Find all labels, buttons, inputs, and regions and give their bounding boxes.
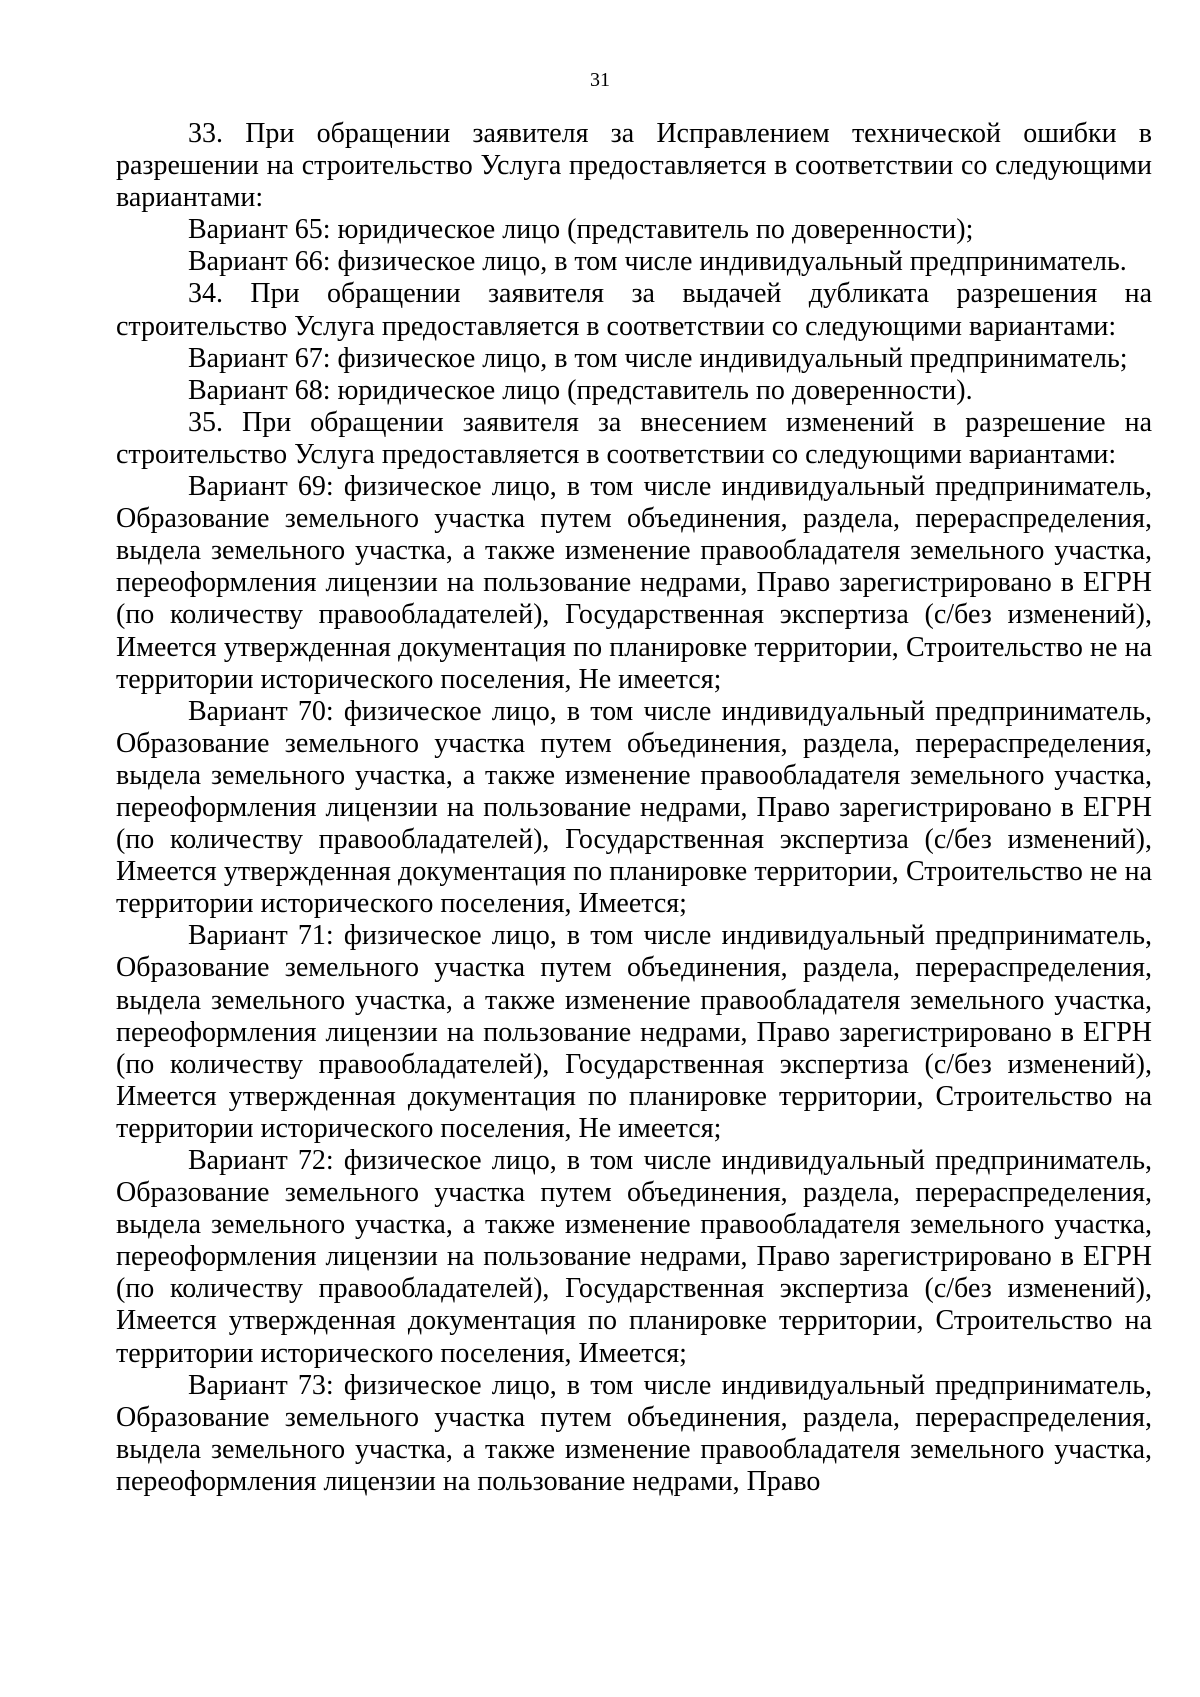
paragraph-33: 33. При обращении заявителя за Исправлением технической ошибки в разрешении на строительство Услуга предоставляется в соответствии со следующими вариантами: bbox=[116, 118, 1152, 214]
variant-68: Вариант 68: юридическое лицо (представитель по доверенности). bbox=[188, 374, 973, 406]
paragraph-35: 35. При обращении заявителя за внесением изменений в разрешение на строительство Услуга предоставляется в соответствии со следующими вариантами: bbox=[116, 406, 1152, 470]
variant-70: Вариант 70: физическое лицо, в том числе индивидуальный предприниматель, Образование земельного участка путем объединения, раздела, перераспределения, выдела земельного участка, а также изменение правообладателя земельного участка, переоформления лицензии на пользование недрами, Право зарегистрировано в ЕГРН (по количеству правообладателей), Государственная экспертиза (с/без изменений), Имеется утвержденная документация по планировке территории, Строительство не на территории исторического поселения, Имеется; bbox=[116, 695, 1152, 920]
variant-66: Вариант 66: физическое лицо, в том числе индивидуальный предприниматель. bbox=[188, 246, 1127, 278]
variant-71: Вариант 71: физическое лицо, в том числе индивидуальный предприниматель, Образование земельного участка путем объединения, раздела, перераспределения, выдела земельного участка, а также изменение правообладателя земельного участка, переоформления лицензии на пользование недрами, Право зарегистрировано в ЕГРН (по количеству правообладателей), Государственная экспертиза (с/без изменений), Имеется утвержденная документация по планировке территории, Строительство на территории исторического поселения, Не имеется; bbox=[116, 920, 1152, 1144]
page-number: 31 bbox=[590, 69, 610, 91]
variant-67: Вариант 67: физическое лицо, в том числе индивидуальный предприниматель; bbox=[188, 342, 1128, 374]
document-body bbox=[116, 118, 1152, 1498]
variant-65: Вариант 65: юридическое лицо (представитель по доверенности); bbox=[188, 214, 974, 246]
paragraph-34: 34. При обращении заявителя за выдачей дубликата разрешения на строительство Услуга предоставляется в соответствии со следующими вариантами: bbox=[116, 278, 1152, 342]
variant-73: Вариант 73: физическое лицо, в том числе индивидуальный предприниматель, Образование земельного участка путем объединения, раздела, перераспределения, выдела земельного участка, а также изменение правообладателя земельного участка, переоформления лицензии на пользование недрами, Право bbox=[116, 1369, 1152, 1497]
variant-72: Вариант 72: физическое лицо, в том числе индивидуальный предприниматель, Образование земельного участка путем объединения, раздела, перераспределения, выдела земельного участка, а также изменение правообладателя земельного участка, переоформления лицензии на пользование недрами, Право зарегистрировано в ЕГРН (по количеству правообладателей), Государственная экспертиза (с/без изменений), Имеется утвержденная документация по планировке территории, Строительство на территории исторического поселения, Имеется; bbox=[116, 1145, 1152, 1369]
variant-69: Вариант 69: физическое лицо, в том числе индивидуальный предприниматель, Образование земельного участка путем объединения, раздела, перераспределения, выдела земельного участка, а также изменение правообладателя земельного участка, переоформления лицензии на пользование недрами, Право зарегистрировано в ЕГРН (по количеству правообладателей), Государственная экспертиза (с/без изменений), Имеется утвержденная документация по планировке территории, Строительство не на территории исторического поселения, Не имеется; bbox=[116, 471, 1152, 695]
